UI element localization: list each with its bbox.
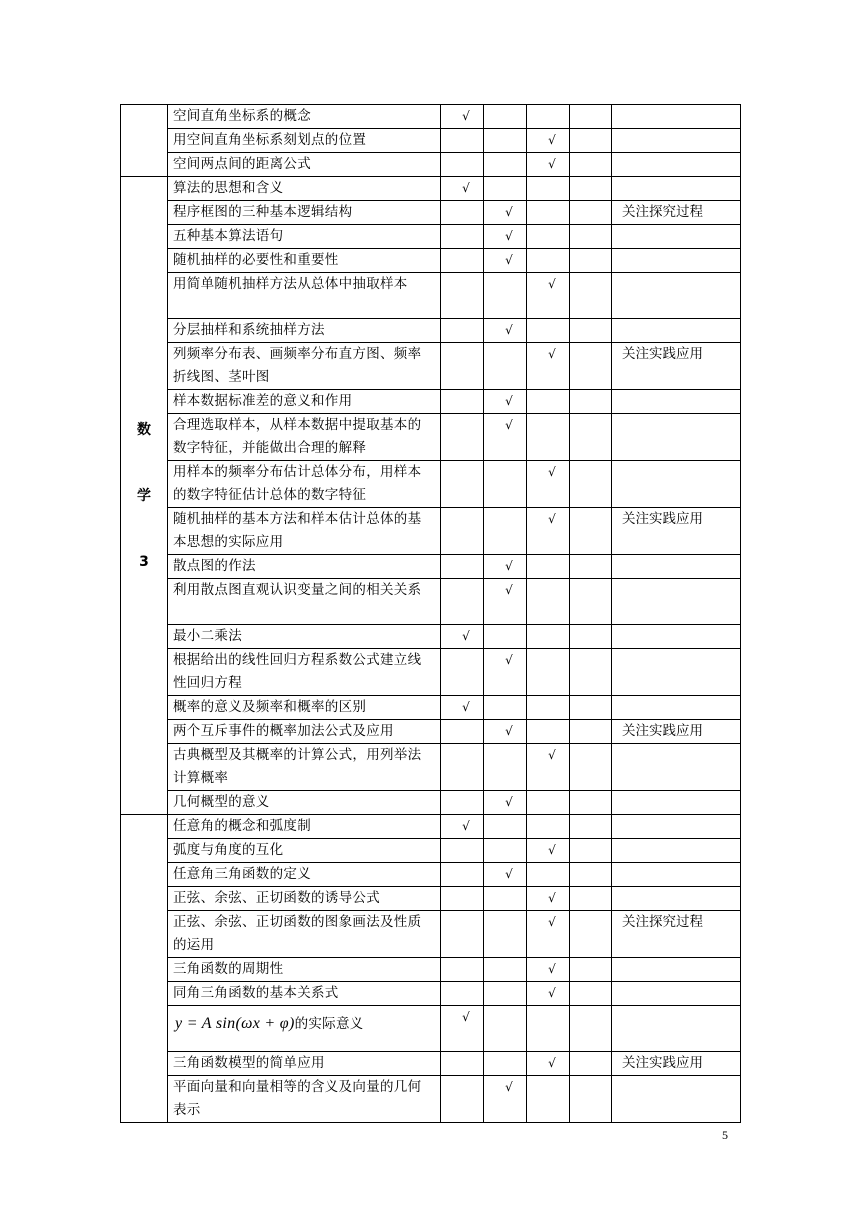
item-cell xyxy=(168,744,441,791)
level-cell-1 xyxy=(441,225,484,249)
item-cell xyxy=(168,153,441,177)
check-mark: √ xyxy=(462,181,470,195)
level-cell-4 xyxy=(570,744,612,791)
item-text: 根据给出的线性回归方程系数公式建立线性回归方程 xyxy=(173,652,422,691)
table-row xyxy=(121,815,741,839)
table-row xyxy=(121,887,741,911)
level-cell-1 xyxy=(441,1006,484,1052)
level-cell-3 xyxy=(527,177,570,201)
level-cell-1 xyxy=(441,791,484,815)
item-cell xyxy=(168,414,441,461)
level-cell-2 xyxy=(484,911,527,958)
level-cell-4 xyxy=(570,720,612,744)
item-cell xyxy=(168,319,441,343)
table-row xyxy=(121,508,741,555)
level-cell-3 xyxy=(527,390,570,414)
level-cell-2 xyxy=(484,319,527,343)
level-cell-2 xyxy=(484,1076,527,1123)
level-cell-4 xyxy=(570,273,612,319)
level-cell-4 xyxy=(570,791,612,815)
level-cell-1 xyxy=(441,863,484,887)
check-mark: √ xyxy=(505,867,513,881)
knowledge-table xyxy=(120,104,741,1123)
level-cell-2 xyxy=(484,555,527,579)
level-cell-2 xyxy=(484,696,527,720)
level-cell-2 xyxy=(484,579,527,625)
level-cell-4 xyxy=(570,555,612,579)
table-row xyxy=(121,273,741,319)
table-row xyxy=(121,414,741,461)
level-cell-1 xyxy=(441,958,484,982)
check-mark: √ xyxy=(548,133,556,147)
note-cell xyxy=(612,414,741,461)
level-cell-4 xyxy=(570,649,612,696)
item-cell xyxy=(168,343,441,390)
note-cell xyxy=(612,153,741,177)
level-cell-3 xyxy=(527,461,570,508)
table-row xyxy=(121,390,741,414)
level-cell-2 xyxy=(484,625,527,649)
item-text: 任意角的概念和弧度制 xyxy=(173,818,311,834)
table-row xyxy=(121,249,741,273)
item-text: 利用散点图直观认识变量之间的相关关系 xyxy=(173,582,422,598)
level-cell-1 xyxy=(441,720,484,744)
level-cell-4 xyxy=(570,319,612,343)
level-cell-3 xyxy=(527,863,570,887)
level-cell-3 xyxy=(527,129,570,153)
item-cell xyxy=(168,1006,441,1052)
item-text: 用简单随机抽样方法从总体中抽取样本 xyxy=(173,276,408,292)
table-row xyxy=(121,625,741,649)
subject-char: 3 xyxy=(139,553,149,570)
note-cell: 关注探究过程 xyxy=(612,911,741,958)
note-cell xyxy=(612,129,741,153)
check-mark: √ xyxy=(505,583,513,597)
level-cell-3 xyxy=(527,225,570,249)
table-row xyxy=(121,911,741,958)
level-cell-2 xyxy=(484,129,527,153)
level-cell-4 xyxy=(570,105,612,129)
check-mark: √ xyxy=(548,157,556,171)
level-cell-3 xyxy=(527,720,570,744)
table-row xyxy=(121,461,741,508)
level-cell-1 xyxy=(441,461,484,508)
level-cell-2 xyxy=(484,791,527,815)
level-cell-4 xyxy=(570,508,612,555)
item-cell xyxy=(168,887,441,911)
table-row xyxy=(121,343,741,390)
item-text: 随机抽样的基本方法和样本估计总体的基本思想的实际应用 xyxy=(173,511,422,550)
level-cell-4 xyxy=(570,982,612,1006)
item-cell xyxy=(168,815,441,839)
level-cell-2 xyxy=(484,343,527,390)
table-row xyxy=(121,1006,741,1052)
table-row xyxy=(121,791,741,815)
item-text: 三角函数的周期性 xyxy=(173,961,284,977)
level-cell-2 xyxy=(484,508,527,555)
subject-cell xyxy=(121,815,168,1123)
item-cell xyxy=(168,555,441,579)
level-cell-2 xyxy=(484,815,527,839)
item-text: 程序框图的三种基本逻辑结构 xyxy=(173,204,353,220)
level-cell-3 xyxy=(527,508,570,555)
note-cell: 关注实践应用 xyxy=(612,1052,741,1076)
level-cell-3 xyxy=(527,982,570,1006)
level-cell-2 xyxy=(484,177,527,201)
subject-cell xyxy=(121,177,168,815)
level-cell-1 xyxy=(441,579,484,625)
table-row xyxy=(121,649,741,696)
level-cell-2 xyxy=(484,225,527,249)
level-cell-4 xyxy=(570,1052,612,1076)
item-text: 三角函数模型的简单应用 xyxy=(173,1055,325,1071)
level-cell-3 xyxy=(527,319,570,343)
note-cell xyxy=(612,273,741,319)
level-cell-4 xyxy=(570,414,612,461)
level-cell-4 xyxy=(570,625,612,649)
level-cell-1 xyxy=(441,555,484,579)
note-cell xyxy=(612,625,741,649)
level-cell-3 xyxy=(527,1006,570,1052)
level-cell-4 xyxy=(570,390,612,414)
level-cell-3 xyxy=(527,201,570,225)
check-mark: √ xyxy=(505,418,513,432)
check-mark: √ xyxy=(548,962,556,976)
item-cell xyxy=(168,720,441,744)
item-cell xyxy=(168,958,441,982)
level-cell-2 xyxy=(484,744,527,791)
note-cell xyxy=(612,958,741,982)
level-cell-1 xyxy=(441,815,484,839)
table-row xyxy=(121,839,741,863)
item-text: 同角三角函数的基本关系式 xyxy=(173,985,339,1001)
level-cell-1 xyxy=(441,153,484,177)
item-cell xyxy=(168,625,441,649)
item-text: 用样本的频率分布估计总体分布，用样本的数字特征估计总体的数字特征 xyxy=(173,464,422,503)
level-cell-1 xyxy=(441,744,484,791)
level-cell-1 xyxy=(441,1076,484,1123)
level-cell-2 xyxy=(484,105,527,129)
check-mark: √ xyxy=(548,1056,556,1070)
item-cell xyxy=(168,201,441,225)
level-cell-4 xyxy=(570,201,612,225)
check-mark: √ xyxy=(505,205,513,219)
note-cell xyxy=(612,649,741,696)
level-cell-3 xyxy=(527,555,570,579)
level-cell-1 xyxy=(441,414,484,461)
level-cell-3 xyxy=(527,887,570,911)
level-cell-2 xyxy=(484,1006,527,1052)
check-mark: √ xyxy=(462,1010,470,1024)
level-cell-3 xyxy=(527,911,570,958)
item-cell xyxy=(168,791,441,815)
level-cell-3 xyxy=(527,249,570,273)
check-mark: √ xyxy=(505,559,513,573)
note-cell xyxy=(612,1076,741,1123)
level-cell-4 xyxy=(570,579,612,625)
item-text: 样本数据标准差的意义和作用 xyxy=(173,393,353,409)
item-text: 正弦、余弦、正切函数的诱导公式 xyxy=(173,890,380,906)
subject-char: 数 xyxy=(137,421,151,438)
item-text: 合理选取样本，从样本数据中提取基本的数字特征，并能做出合理的解释 xyxy=(173,417,422,456)
level-cell-2 xyxy=(484,887,527,911)
level-cell-1 xyxy=(441,887,484,911)
level-cell-4 xyxy=(570,887,612,911)
note-cell xyxy=(612,579,741,625)
page-number: 5 xyxy=(722,1128,728,1142)
level-cell-3 xyxy=(527,1076,570,1123)
table-row xyxy=(121,201,741,225)
check-mark: √ xyxy=(548,986,556,1000)
table-row xyxy=(121,579,741,625)
item-cell xyxy=(168,177,441,201)
level-cell-1 xyxy=(441,625,484,649)
level-cell-1 xyxy=(441,982,484,1006)
level-cell-3 xyxy=(527,1052,570,1076)
level-cell-4 xyxy=(570,461,612,508)
item-cell xyxy=(168,249,441,273)
note-cell: 关注实践应用 xyxy=(612,720,741,744)
note-cell xyxy=(612,982,741,1006)
level-cell-4 xyxy=(570,1006,612,1052)
note-cell xyxy=(612,839,741,863)
check-mark: √ xyxy=(505,394,513,408)
level-cell-2 xyxy=(484,720,527,744)
check-mark: √ xyxy=(505,323,513,337)
level-cell-3 xyxy=(527,343,570,390)
note-cell xyxy=(612,249,741,273)
note-cell xyxy=(612,225,741,249)
item-text: 散点图的作法 xyxy=(173,558,256,574)
item-text: 古典概型及其概率的计算公式，用列举法计算概率 xyxy=(173,747,422,786)
table-row xyxy=(121,958,741,982)
check-mark: √ xyxy=(548,748,556,762)
table-row xyxy=(121,744,741,791)
level-cell-1 xyxy=(441,1052,484,1076)
table-row xyxy=(121,105,741,129)
level-cell-1 xyxy=(441,177,484,201)
note-cell xyxy=(612,555,741,579)
level-cell-4 xyxy=(570,343,612,390)
level-cell-4 xyxy=(570,863,612,887)
subject-cell xyxy=(121,105,168,177)
check-mark: √ xyxy=(505,653,513,667)
level-cell-3 xyxy=(527,273,570,319)
check-mark: √ xyxy=(505,724,513,738)
level-cell-1 xyxy=(441,201,484,225)
note-cell: 关注探究过程 xyxy=(612,201,741,225)
level-cell-1 xyxy=(441,105,484,129)
item-cell xyxy=(168,982,441,1006)
level-cell-4 xyxy=(570,153,612,177)
level-cell-2 xyxy=(484,1052,527,1076)
note-cell xyxy=(612,319,741,343)
item-cell xyxy=(168,225,441,249)
table-row xyxy=(121,555,741,579)
level-cell-1 xyxy=(441,508,484,555)
check-mark: √ xyxy=(548,347,556,361)
item-cell xyxy=(168,863,441,887)
level-cell-3 xyxy=(527,815,570,839)
item-text: 分层抽样和系统抽样方法 xyxy=(173,322,325,338)
check-mark: √ xyxy=(505,1080,513,1094)
check-mark: √ xyxy=(505,253,513,267)
level-cell-4 xyxy=(570,815,612,839)
level-cell-3 xyxy=(527,839,570,863)
table-row xyxy=(121,319,741,343)
level-cell-2 xyxy=(484,839,527,863)
item-text: 正弦、余弦、正切函数的图象画法及性质的运用 xyxy=(173,914,422,953)
item-text: 几何概型的意义 xyxy=(173,794,270,810)
check-mark: √ xyxy=(548,512,556,526)
item-cell xyxy=(168,839,441,863)
item-cell xyxy=(168,911,441,958)
level-cell-1 xyxy=(441,249,484,273)
table-row xyxy=(121,720,741,744)
note-cell xyxy=(612,696,741,720)
check-mark: √ xyxy=(505,229,513,243)
check-mark: √ xyxy=(462,109,470,123)
formula: y = A sin(ωx + φ) xyxy=(175,1015,295,1032)
table-row xyxy=(121,225,741,249)
level-cell-1 xyxy=(441,390,484,414)
item-cell xyxy=(168,129,441,153)
table-row xyxy=(121,129,741,153)
level-cell-1 xyxy=(441,343,484,390)
item-text: 空间两点间的距离公式 xyxy=(173,156,311,172)
item-text: 用空间直角坐标系刻划点的位置 xyxy=(173,132,367,148)
item-cell xyxy=(168,696,441,720)
item-cell xyxy=(168,579,441,625)
level-cell-1 xyxy=(441,696,484,720)
level-cell-3 xyxy=(527,579,570,625)
table-row xyxy=(121,863,741,887)
level-cell-1 xyxy=(441,273,484,319)
note-cell xyxy=(612,744,741,791)
level-cell-2 xyxy=(484,461,527,508)
level-cell-3 xyxy=(527,958,570,982)
item-text: 平面向量和向量相等的含义及向量的几何表示 xyxy=(173,1079,422,1118)
level-cell-2 xyxy=(484,390,527,414)
level-cell-3 xyxy=(527,625,570,649)
note-cell xyxy=(612,105,741,129)
subject-char: 学 xyxy=(137,487,151,504)
level-cell-4 xyxy=(570,696,612,720)
table-row xyxy=(121,982,741,1006)
level-cell-2 xyxy=(484,153,527,177)
table-row xyxy=(121,153,741,177)
item-cell xyxy=(168,390,441,414)
item-text: 空间直角坐标系的概念 xyxy=(173,108,311,124)
check-mark: √ xyxy=(462,700,470,714)
item-cell xyxy=(168,649,441,696)
item-cell xyxy=(168,1076,441,1123)
level-cell-3 xyxy=(527,105,570,129)
item-text: 算法的思想和含义 xyxy=(173,180,284,196)
level-cell-2 xyxy=(484,414,527,461)
item-cell xyxy=(168,273,441,319)
level-cell-3 xyxy=(527,414,570,461)
level-cell-4 xyxy=(570,129,612,153)
note-cell xyxy=(612,791,741,815)
item-text: 弧度与角度的互化 xyxy=(173,842,284,858)
level-cell-2 xyxy=(484,273,527,319)
table-row xyxy=(121,1052,741,1076)
item-text: 两个互斥事件的概率加法公式及应用 xyxy=(173,723,394,739)
level-cell-4 xyxy=(570,839,612,863)
level-cell-1 xyxy=(441,649,484,696)
level-cell-4 xyxy=(570,225,612,249)
level-cell-2 xyxy=(484,249,527,273)
note-cell xyxy=(612,887,741,911)
check-mark: √ xyxy=(505,795,513,809)
item-cell xyxy=(168,105,441,129)
level-cell-2 xyxy=(484,958,527,982)
level-cell-2 xyxy=(484,201,527,225)
check-mark: √ xyxy=(548,465,556,479)
item-text: 的实际意义 xyxy=(294,1016,364,1032)
item-cell xyxy=(168,508,441,555)
level-cell-1 xyxy=(441,319,484,343)
table-row xyxy=(121,177,741,201)
level-cell-2 xyxy=(484,982,527,1006)
level-cell-4 xyxy=(570,911,612,958)
note-cell xyxy=(612,815,741,839)
level-cell-3 xyxy=(527,649,570,696)
check-mark: √ xyxy=(548,843,556,857)
check-mark: √ xyxy=(462,819,470,833)
check-mark: √ xyxy=(462,629,470,643)
check-mark: √ xyxy=(548,277,556,291)
level-cell-2 xyxy=(484,863,527,887)
level-cell-3 xyxy=(527,153,570,177)
note-cell: 关注实践应用 xyxy=(612,343,741,390)
note-cell: 关注实践应用 xyxy=(612,508,741,555)
item-cell xyxy=(168,1052,441,1076)
note-cell xyxy=(612,863,741,887)
level-cell-4 xyxy=(570,1076,612,1123)
note-cell xyxy=(612,390,741,414)
level-cell-4 xyxy=(570,958,612,982)
table-row xyxy=(121,696,741,720)
level-cell-3 xyxy=(527,744,570,791)
level-cell-1 xyxy=(441,839,484,863)
item-text: 概率的意义及频率和概率的区别 xyxy=(173,699,367,715)
check-mark: √ xyxy=(548,891,556,905)
table-row xyxy=(121,1076,741,1123)
level-cell-1 xyxy=(441,129,484,153)
item-text: 随机抽样的必要性和重要性 xyxy=(173,252,339,268)
level-cell-3 xyxy=(527,696,570,720)
item-text: 任意角三角函数的定义 xyxy=(173,866,311,882)
level-cell-4 xyxy=(570,177,612,201)
check-mark: √ xyxy=(548,915,556,929)
item-text: 最小二乘法 xyxy=(173,628,242,644)
level-cell-1 xyxy=(441,911,484,958)
level-cell-4 xyxy=(570,249,612,273)
note-cell xyxy=(612,1006,741,1052)
item-text: 列频率分布表、画频率分布直方图、频率折线图、茎叶图 xyxy=(173,346,422,385)
item-text: 五种基本算法语句 xyxy=(173,228,284,244)
item-cell xyxy=(168,461,441,508)
note-cell xyxy=(612,177,741,201)
level-cell-3 xyxy=(527,791,570,815)
level-cell-2 xyxy=(484,649,527,696)
note-cell xyxy=(612,461,741,508)
